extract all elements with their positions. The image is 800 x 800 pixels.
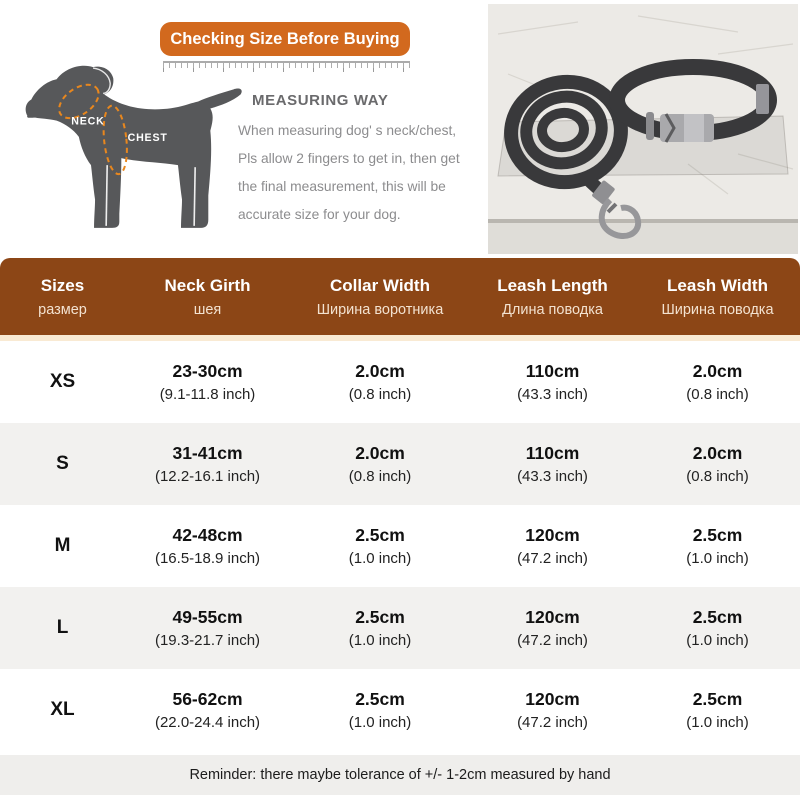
- dog-silhouette: [26, 66, 242, 228]
- table-header-row: [0, 258, 800, 335]
- collar-dring: [646, 112, 654, 140]
- collar-slider: [756, 84, 769, 114]
- measuring-way-block: [238, 92, 460, 229]
- column-header-neck-girth: Neck Girth шея: [164, 275, 251, 318]
- dog-measurement-diagram: [22, 60, 250, 240]
- measuring-way-line: the final measurement, this will be: [238, 179, 446, 194]
- front-leg-line: [106, 165, 107, 226]
- size-table: [0, 258, 800, 795]
- measuring-way-line: accurate size for your dog.: [238, 207, 401, 222]
- column-header-leash-width: Leash Width Ширина поводка: [661, 275, 774, 318]
- table-row-xs: XS 23-30cm (9.1-11.8 inch) 2.0cm (0.8 inch) 110cm (43.3 inch) 2.0cm (0.8 inch): [0, 341, 800, 423]
- reminder-bar: Reminder: there maybe tolerance of +/- 1-2cm measured by hand: [0, 755, 800, 795]
- column-header-leash-length: Leash Length Длина поводка: [497, 275, 608, 318]
- board-edge: [488, 219, 798, 223]
- table-row-m: M 42-48cm (16.5-18.9 inch) 2.5cm (1.0 inch) 120cm (47.2 inch) 2.5cm (1.0 inch): [0, 505, 800, 587]
- neck-label: NECK: [71, 115, 105, 128]
- table-row-xl: XL 56-62cm (22.0-24.4 inch) 2.5cm (1.0 inch) 120cm (47.2 inch) 2.5cm (1.0 inch): [0, 669, 800, 751]
- column-header-sizes: Sizes размер: [38, 275, 87, 318]
- measuring-way-title: MEASURING WAY: [252, 92, 389, 109]
- table-row-s: S 31-41cm (12.2-16.1 inch) 2.0cm (0.8 inch) 110cm (43.3 inch) 2.0cm (0.8 inch): [0, 423, 800, 505]
- chest-label: CHEST: [127, 131, 168, 144]
- rear-leg-line: [194, 167, 195, 226]
- column-header-collar-width: Collar Width Ширина воротника: [316, 275, 444, 318]
- table-row-l: L 49-55cm (19.3-21.7 inch) 2.5cm (1.0 inch) 120cm (47.2 inch) 2.5cm (1.0 inch): [0, 587, 800, 669]
- measuring-way-line: Pls allow 2 fingers to get in, then get: [238, 151, 460, 166]
- product-photo: [488, 4, 798, 254]
- measuring-way-line: When measuring dog' s neck/chest,: [238, 123, 457, 138]
- badge-title: Checking Size Before Buying: [160, 22, 410, 56]
- measuring-guide-section: [0, 0, 800, 258]
